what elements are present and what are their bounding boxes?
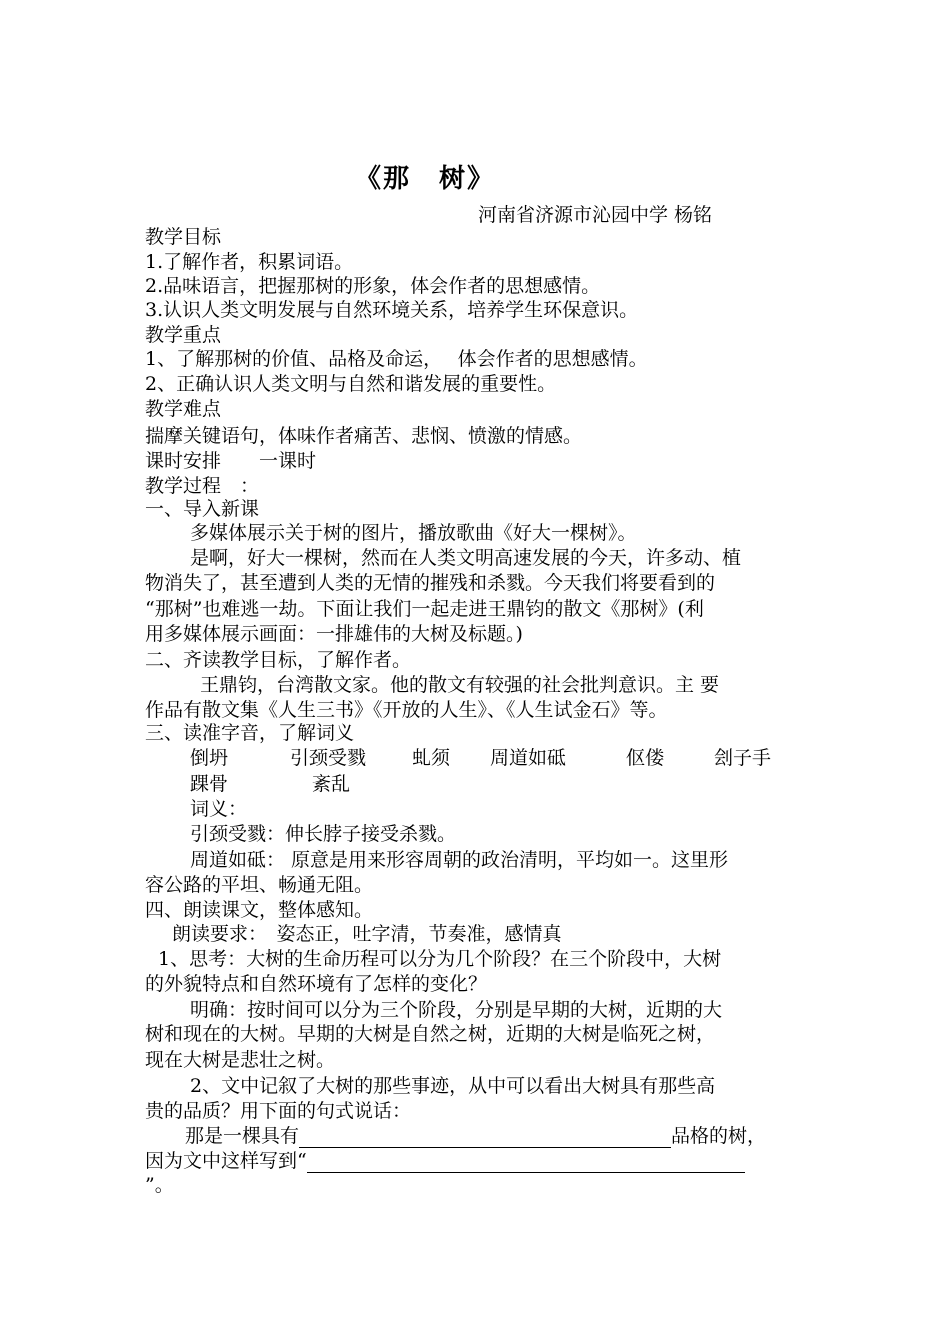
fill-in-close: ”。 [145,1174,174,1196]
question-1-cont: 的外貌特点和自然环境有了怎样的变化？ [145,973,488,995]
definition-line: 引颈受戮：伸长脖子接受杀戮。 [190,823,457,845]
key-point-2: 2、正确认识人类文明与自然和谐发展的重要性。 [145,373,557,395]
fill-in-sentence-1 [185,1124,766,1148]
difficulty-text: 揣摩关键语句，体味作者痛苦、悲悯、愤激的情感。 [145,425,583,447]
question-2: 2、文中记叙了大树的那些事迹，从中可以看出大树具有那些高 [190,1075,716,1097]
vocab-word: 刽子手 [714,747,772,769]
fill-blank[interactable] [307,1152,745,1173]
vocab-word: 踝骨 [190,773,229,795]
class-schedule: 课时安排 一课时 [145,450,317,472]
answer-line: 明确：按时间可以分为三个阶段，分别是早期的大树，近期的大 [190,999,723,1021]
vocab-word: 周道如砥 [490,747,567,769]
vocab-word: 伛偻 [626,747,665,769]
heading-process: 教学过程 ： [145,475,260,497]
author-line: 河南省济源市沁园中学 杨铭 [478,204,713,226]
paragraph-line: 作品有散文集《人生三书》《开放的人生》、《人生试金石》等。 [145,699,668,721]
section-3-heading: 三、读准字音，了解词义 [145,722,355,744]
vocab-row-1 [190,746,810,770]
vocab-meaning-heading: 词义： [190,798,248,820]
section-2-heading: 二、齐读教学目标，了解作者。 [145,649,412,671]
goal-3: 3.认识人类文明发展与自然环境关系，培养学生环保意识。 [145,299,639,321]
paragraph-line: 用多媒体展示画面：一排雄伟的大树及标题。) [145,623,523,645]
paragraph-line: 是啊，好大一棵树，然而在人类文明高速发展的今天，许多动、植 [190,547,742,569]
definition-line: 周道如砥： 原意是用来形容周朝的政治清明，平均如一。这里形 [190,849,729,871]
key-point-1: 1、了解那树的价值、品格及命运， 体会作者的思想感情。 [145,348,648,370]
paragraph-line: 多媒体展示关于树的图片，播放歌曲《好大一棵树》。 [190,522,637,544]
vocab-row-2 [190,772,490,796]
paragraph-line: “那树”也难逃一劫。下面让我们一起走进王鼎钧的散文《那树》(利 [145,598,704,620]
definition-line: 容公路的平坦、畅通无阻。 [145,874,374,896]
section-1-heading: 一、导入新课 [145,498,260,520]
fill-suffix: 品格的树， [671,1125,767,1147]
document-title: 《那 树》 [355,164,496,194]
question-2-cont: 贵的品质？用下面的句式说话： [145,1100,412,1122]
goal-2: 2.品味语言，把握那树的形象，体会作者的思想感情。 [145,275,601,297]
fill-prefix: 因为文中这样写到“ [145,1150,307,1172]
vocab-word: 倒坍 [190,747,229,769]
fill-prefix: 那是一棵具有 [185,1125,300,1147]
answer-line: 树和现在的大树。早期的大树是自然之树，近期的大树是临死之树， [145,1023,716,1045]
reading-requirements: 朗读要求： 姿态正，吐字清，节奏准，感情真 [172,923,562,945]
vocab-word: 紊乱 [312,773,351,795]
answer-line: 现在大树是悲壮之树。 [145,1049,336,1071]
fill-in-sentence-2 [145,1149,745,1173]
goal-1: 1.了解作者，积累词语。 [145,251,354,273]
fill-blank[interactable] [299,1127,671,1148]
section-4-heading: 四、朗读课文，整体感知。 [145,899,374,921]
heading-teaching-goals: 教学目标 [145,226,222,248]
vocab-word: 引颈受戮 [290,747,367,769]
paragraph-line: 物消失了，甚至遭到人类的无情的摧残和杀戮。今天我们将要看到的 [145,572,716,594]
heading-difficulties: 教学难点 [145,398,222,420]
question-1: 1、思考：大树的生命历程可以分为几个阶段？在三个阶段中，大树 [158,948,722,970]
vocab-word: 虬须 [412,747,451,769]
heading-key-points: 教学重点 [145,324,222,346]
paragraph-line: 王鼎钧，台湾散文家。他的散文有较强的社会批判意识。主 要 [200,674,720,696]
